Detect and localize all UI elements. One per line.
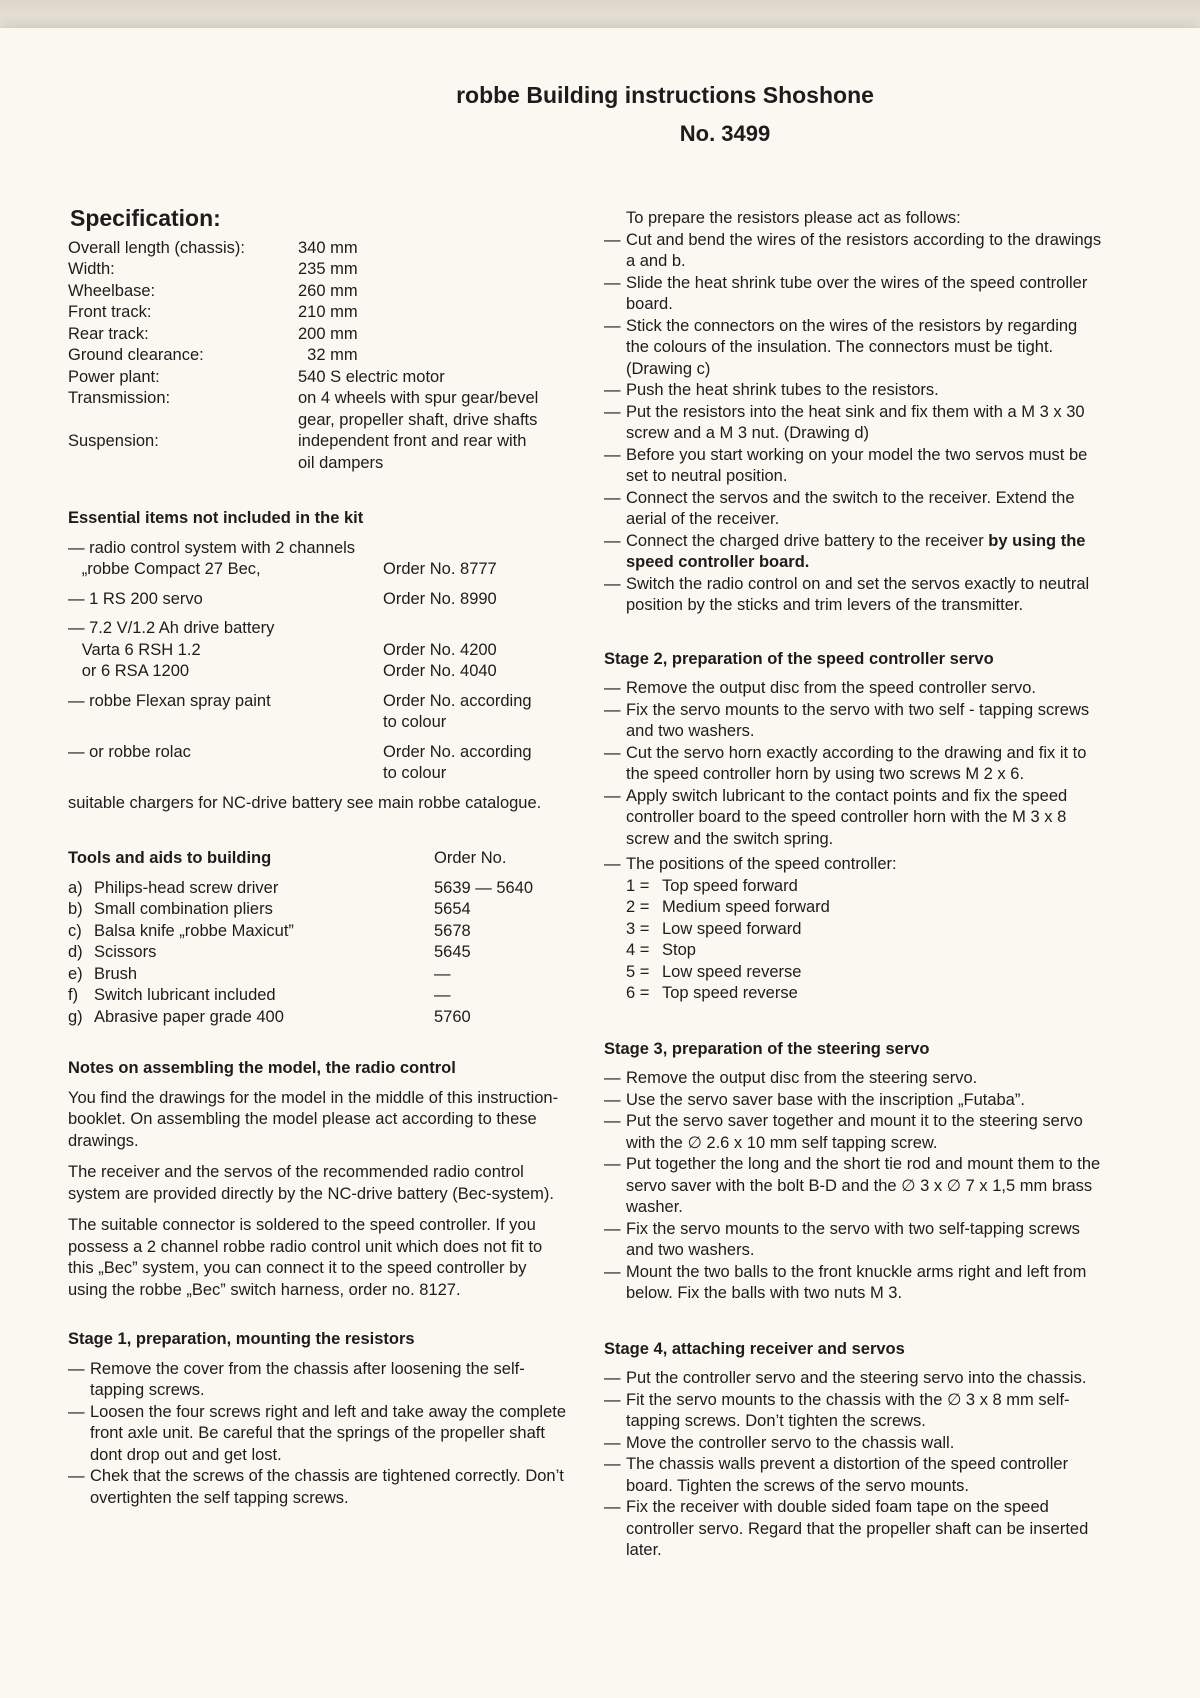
position-number: 4 = [626,941,650,959]
spec-label: Rear track: [68,324,149,343]
bullet-text: Connect the servos and the switch to the receiver. Extend the aerial of the receiver. [626,488,1075,528]
list-item [68,1402,568,1467]
bullet-text: Fit the servo mounts to the chassis with the ∅ 3 x 8 mm self-tapping screws. Don’t tighten the screws. [626,1390,1070,1430]
spec-label: Front track: [68,303,152,321]
spec-label: Width: [68,260,115,278]
tool-name: Small combination pliers [94,900,273,918]
tool-order: — [434,964,451,983]
bullet-text: Push the heat shrink tubes to the resistors. [626,381,939,399]
list-item [604,1497,1104,1562]
tool-order: — [434,986,451,1004]
bullet-text: Fix the receiver with double sided foam tape on the speed controller servo. Regard that the propeller shaft can be inserted later. [626,1498,1089,1559]
dash: — [604,381,621,399]
notes-paragraph: The receiver and the servos of the recommended radio control system are provided directly by the NC-drive battery (Bec-system). [68,1163,554,1203]
dash: — [604,1219,621,1238]
bullet-text: Put the servo saver together and mount it to the steering servo with the ∅ 2.6 x 10 mm self tapping screw. [626,1112,1083,1152]
notes-heading: Notes on assembling the model, the radio control [68,1059,456,1077]
tools-order-heading: Order No. [434,849,507,867]
spec-value: 32 mm [298,346,358,364]
tools-heading: Tools and aids to building [68,849,272,867]
spec-label: Overall length (chassis): [68,238,245,257]
spec-row [68,345,568,367]
dash: — [604,1455,621,1473]
spec-row [68,367,568,389]
spec-row [68,388,568,431]
dash: — [604,1390,621,1409]
list-item [604,700,1104,743]
list-item [604,940,1104,962]
dash: — [604,1155,621,1173]
bullet-text: Fix the servo mounts to the servo with two self-tapping screws and two washers. [626,1219,1080,1259]
battery-text: Connect the charged drive battery to the receiver [626,531,989,550]
essential-items-list [68,538,568,785]
left-column [68,205,568,1509]
bullet-text: Put the controller servo and the steering servo into the chassis. [626,1369,1087,1387]
list-item [604,380,1104,402]
bullet-text: Put together the long and the short tie rod and mount them to the servo saver with the bolt B-D and the ∅ 3 x ∅ 7 x 1,5 mm brass washer. [626,1155,1101,1216]
tool-letter: c) [68,921,82,940]
bullet-text: Chek that the screws of the chassis are tightened correctly. Don’t overtighten the self tapping screws. [90,1467,564,1507]
dash: — [68,1359,85,1378]
tool-letter: b) [68,900,83,918]
stage4-heading: Stage 4, attaching receiver and servos [604,1339,905,1358]
top-shadow [0,0,1200,28]
dash: — [604,445,621,464]
item-order [383,618,568,640]
dash: — [68,1467,85,1485]
item-text: or 6 RSA 1200 [68,662,190,680]
spec-value: 540 S electric motor [298,367,445,386]
resistors-intro: To prepare the resistors please act as follows: [626,209,961,227]
list-item [604,230,1104,273]
tool-order: 5760 [434,1007,471,1026]
dash: — [604,1090,621,1109]
stage1-heading: Stage 1, preparation, mounting the resistors [68,1330,415,1348]
list-item [68,878,568,900]
bullet-text: The chassis walls prevent a distortion of the speed controller board. Tighten the screws of the servo mounts. [626,1455,1069,1495]
spec-value: 340 mm [298,238,358,257]
position-number: 5 = [626,962,650,981]
list-item [68,1007,568,1029]
item-order: Order No. according to colour [383,691,532,731]
item-order: Order No. 4040 [383,662,497,680]
document-number: No. 3499 [679,121,771,146]
position-label: Low speed forward [662,919,802,938]
spec-value: 235 mm [298,260,358,278]
bullet-text: Put the resistors into the heat sink and fix them with a M 3 x 30 screw and a M 3 nut. (Drawing d) [626,402,1085,442]
tools-header [68,848,568,878]
list-item [68,661,568,683]
list-item [68,742,568,785]
list-item [604,445,1104,488]
tool-name: Scissors [94,943,157,961]
list-item [604,1454,1104,1497]
list-item [68,1359,568,1402]
bullet-text: Stick the connectors on the wires of the resistors by regarding the colours of the insulation. The connectors must be tight. (Drawing c) [626,316,1078,378]
list-item [604,919,1104,941]
tool-order: 5654 [434,900,471,918]
list-item [68,589,568,611]
list-item [68,618,568,640]
bullet-text: Move the controller servo to the chassis wall. [626,1433,955,1452]
bullet-text: Mount the two balls to the front knuckle arms right and left from below. Fix the balls with two nuts M 3. [626,1262,1087,1302]
item-text: — radio control system with 2 channels [68,538,356,557]
item-order: Order No. 4200 [383,640,497,659]
list-item [604,876,1104,898]
item-text: — 1 RS 200 servo [68,589,203,608]
dash: — [604,1433,621,1452]
battery-emphasis: by using the speed controller board. [626,531,1086,571]
dash: — [604,273,621,292]
list-item [604,1090,1104,1112]
list-item [604,678,1104,700]
list-item [604,1154,1104,1219]
position-number: 2 = [626,898,650,916]
spec-value: 200 mm [298,324,358,343]
chargers-note: suitable chargers for NC-drive battery see main robbe catalogue. [68,793,542,812]
list-item [604,1390,1104,1433]
dash: — [604,230,621,249]
dash: — [604,1262,621,1281]
spec-value: 260 mm [298,281,358,300]
spec-value: independent front and rear with oil dampers [298,432,527,472]
specification-heading: Specification: [70,205,221,231]
speed-positions-list [604,876,1104,1005]
list-item [68,559,568,581]
list-item [604,897,1104,919]
bullet-text: Apply switch lubricant to the contact points and fix the speed controller board to the speed controller horn with the M 3 x 8 screw and the switch spring. [626,786,1068,848]
tool-name: Abrasive paper grade 400 [94,1007,284,1026]
list-item [68,942,568,964]
item-text: — 7.2 V/1.2 Ah drive battery [68,619,275,637]
dash: — [604,1112,621,1130]
bullet-text [626,531,1104,574]
spec-row [68,302,568,324]
list-item [68,921,568,943]
list-item [68,1466,568,1509]
list-item [604,786,1104,851]
position-label: Top speed forward [662,876,798,895]
tool-name: Balsa knife „robbe Maxicut” [94,921,294,940]
spec-value: on 4 wheels with spur gear/bevel gear, propeller shaft, drive shafts [298,389,539,429]
list-item [604,316,1104,381]
spec-label: Transmission: [68,389,171,407]
position-number: 6 = [626,984,650,1002]
bullet-text: Slide the heat shrink tube over the wires of the speed controller board. [626,273,1088,313]
list-item [68,964,568,986]
spec-row [68,281,568,303]
dash: — [68,1402,85,1421]
list-item [604,1068,1104,1090]
right-column [604,208,1104,1562]
spec-label: Suspension: [68,432,159,450]
list-item [604,1368,1104,1390]
item-order: Order No. 8990 [383,589,497,608]
list-item [604,488,1104,531]
notes-paragraph: You find the drawings for the model in the middle of this instruction-booklet. On assembling the model please act according to these drawings. [68,1088,559,1150]
spec-row [68,238,568,260]
bullet-text: Cut the servo horn exactly according to the drawing and fix it to the speed controller horn by using two screws M 2 x 6. [626,743,1087,783]
list-item [68,640,568,662]
list-item [604,531,1104,574]
list-item [604,273,1104,316]
position-label: Stop [662,941,696,959]
position-label: Top speed reverse [662,984,798,1002]
bullet-text: Switch the radio control on and set the servos exactly to neutral position by the sticks and trim levers of the transmitter. [626,574,1090,614]
dash: — [604,743,621,762]
position-label: Medium speed forward [662,898,830,916]
list-item [68,538,568,560]
dash: — [604,316,621,335]
bullet-text: The positions of the speed controller: [626,855,897,873]
dash: — [604,855,621,873]
bullet-text: Loosen the four screws right and left and take away the complete front axle unit. Be careful that the springs of the propeller shaft dont drop out and get lost. [90,1402,567,1464]
list-item [604,962,1104,984]
spec-label: Wheelbase: [68,281,156,300]
dash: — [604,786,621,805]
item-order: Order No. according to colour [383,742,532,782]
position-number: 1 = [626,876,650,895]
item-text: — or robbe rolac [68,742,191,761]
tool-letter: d) [68,943,83,961]
tool-order: 5678 [434,921,471,940]
dash: — [604,1369,621,1387]
item-order: Order No. 8777 [383,560,497,578]
dash: — [604,531,621,550]
dash: — [604,700,621,719]
spec-row [68,431,568,474]
essential-items-heading: Essential items not included in the kit [68,509,364,527]
specification-table [68,238,568,475]
document-title: robbe Building instructions Shoshone [456,82,874,108]
stage2-heading: Stage 2, preparation of the speed controller servo [604,649,994,668]
list-item [68,985,568,1007]
spec-label: Power plant: [68,367,160,386]
tool-letter: g) [68,1007,83,1026]
tool-letter: e) [68,964,83,983]
list-item [604,1219,1104,1262]
list-item [604,1111,1104,1154]
spec-row [68,259,568,281]
bullet-text: Remove the output disc from the steering servo. [626,1069,978,1087]
bullet-text: Remove the output disc from the speed controller servo. [626,679,1036,697]
bullet-text: Cut and bend the wires of the resistors according to the drawings a and b. [626,230,1102,270]
dash: — [604,679,621,697]
list-item [604,402,1104,445]
item-text: Varta 6 RSH 1.2 [68,640,201,659]
tool-order: 5645 [434,943,471,961]
title-block [0,82,1200,147]
list-item [68,691,568,734]
tool-letter: a) [68,878,83,897]
list-item [604,983,1104,1005]
bullet-text: Remove the cover from the chassis after loosening the self-tapping screws. [90,1359,525,1399]
item-text: „robbe Compact 27 Bec, [68,560,261,578]
list-item [604,854,1104,876]
spec-label: Ground clearance: [68,346,204,364]
dash: — [604,1498,621,1516]
position-number: 3 = [626,919,650,938]
tool-name: Philips-head screw driver [94,878,279,897]
dash: — [604,488,621,507]
tool-name: Switch lubricant included [94,986,276,1004]
position-label: Low speed reverse [662,962,802,981]
dash: — [604,574,621,593]
bullet-text: Fix the servo mounts to the servo with two self - tapping screws and two washers. [626,700,1090,740]
item-text: — robbe Flexan spray paint [68,691,271,710]
list-item [604,743,1104,786]
bullet-text: Before you start working on your model the two servos must be set to neutral position. [626,445,1088,485]
tool-order: 5639 — 5640 [434,878,534,897]
list-item [604,574,1104,617]
spec-value: 210 mm [298,303,358,321]
list-item [604,1433,1104,1455]
list-item [68,899,568,921]
dash: — [604,1069,621,1087]
list-item [604,1262,1104,1305]
spec-row [68,324,568,346]
tool-letter: f) [68,986,79,1004]
tools-list [68,878,568,1029]
bullet-text: Use the servo saver base with the inscription „Futaba”. [626,1090,1025,1109]
notes-paragraph: The suitable connector is soldered to the speed controller. If you possess a 2 channel robbe radio control unit which does not fit to this „Bec” system, you can connect it to the speed controller by using the robbe „Bec” switch harness, order no. 8127. [68,1216,543,1299]
item-order [383,538,568,560]
tool-name: Brush [94,964,138,983]
stage3-heading: Stage 3, preparation of the steering servo [604,1039,930,1058]
dash: — [604,402,621,421]
